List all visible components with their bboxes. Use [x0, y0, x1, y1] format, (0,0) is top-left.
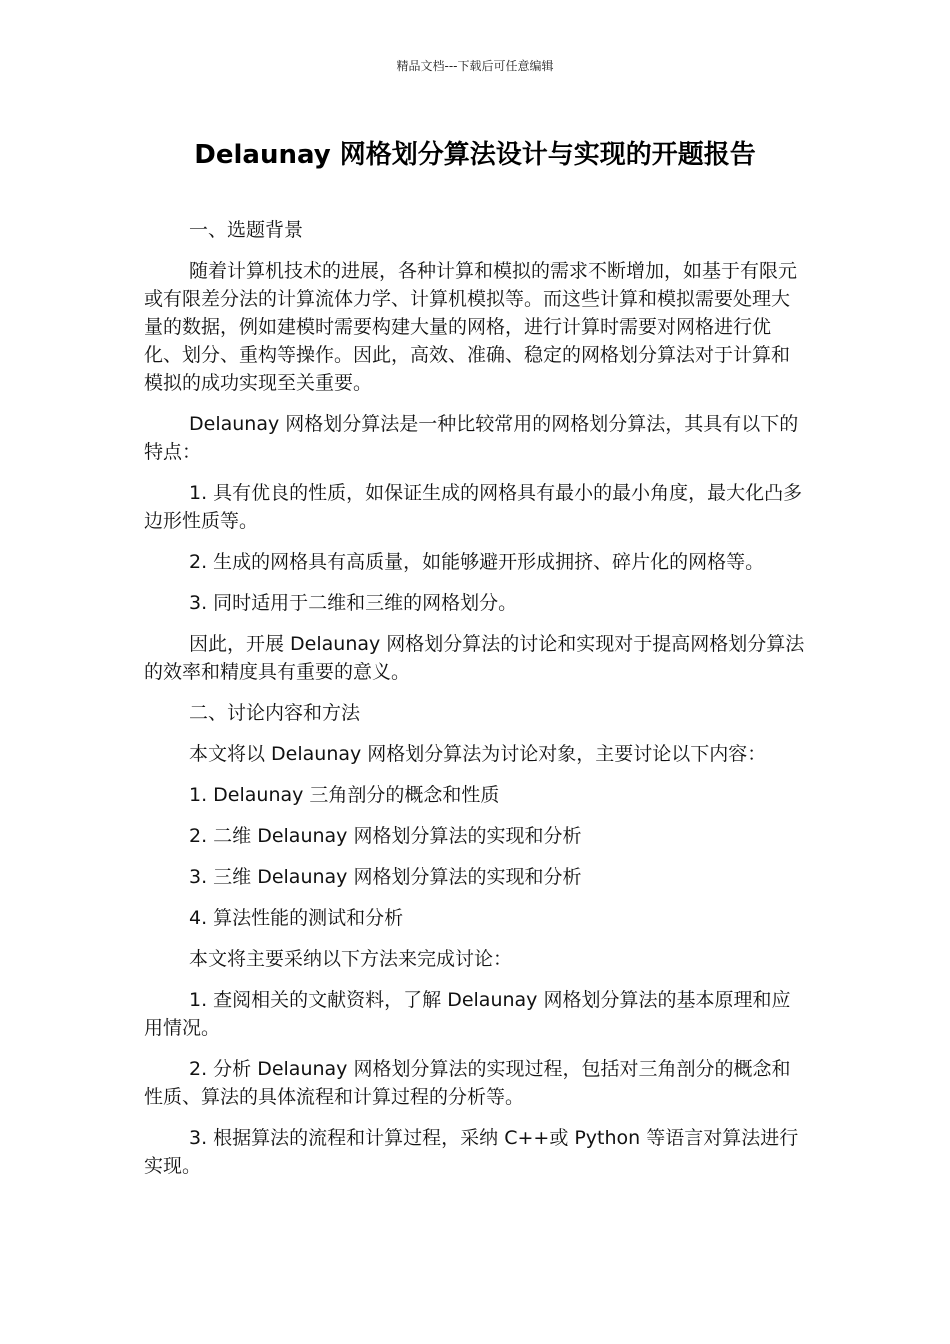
document-body	[144, 216, 808, 1193]
document-title: Delaunay 网格划分算法设计与实现的开题报告	[194, 140, 756, 170]
section-heading-methods: 二、讨论内容和方法	[189, 702, 361, 724]
list-item-content-1: 1. Delaunay 三角剖分的概念和性质	[189, 784, 500, 806]
paragraph-delaunay-intro: Delaunay 网格划分算法是一种比较常用的网格划分算法，其具有以下的特点：	[144, 413, 799, 463]
paragraph-background: 随着计算机技术的进展，各种计算和模拟的需求不断增加，如基于有限元或有限差分法的计算流体力学、计算机模拟等。而这些计算和模拟需要处理大量的数据，例如建模时需要构建大量的网格，进行计算时需要对网格进行优化、划分、重构等操作。因此，高效、准确、稳定的网格划分算法对于计算和模拟的成功实现至关重要。	[144, 260, 798, 394]
paragraph-content-intro: 本文将以 Delaunay 网格划分算法为讨论对象，主要讨论以下内容：	[189, 743, 767, 765]
list-item-method-2: 2. 分析 Delaunay 网格划分算法的实现过程，包括对三角剖分的概念和性质、算法的具体流程和计算过程的分析等。	[144, 1058, 791, 1108]
list-item-content-2: 2. 二维 Delaunay 网格划分算法的实现和分析	[189, 825, 582, 847]
list-item-method-3: 3. 根据算法的流程和计算过程，采纳 C++或 Python 等语言对算法进行实现。	[144, 1127, 799, 1177]
list-item-method-1: 1. 查阅相关的文献资料，了解 Delaunay 网格划分算法的基本原理和应用情况。	[144, 989, 791, 1039]
list-item-feature-3: 3. 同时适用于二维和三维的网格划分。	[189, 592, 518, 614]
section-heading-background: 一、选题背景	[189, 219, 304, 241]
list-item-feature-2: 2. 生成的网格具有高质量，如能够避开形成拥挤、碎片化的网格等。	[189, 551, 765, 573]
list-item-content-4: 4. 算法性能的测试和分析	[189, 907, 404, 929]
paragraph-methods-intro: 本文将主要采纳以下方法来完成讨论：	[189, 948, 513, 970]
list-item-feature-1: 1. 具有优良的性质，如保证生成的网格具有最小的最小角度，最大化凸多边形性质等。	[144, 482, 803, 532]
header-note: 精品文档---下载后可任意编辑	[396, 59, 554, 73]
list-item-content-3: 3. 三维 Delaunay 网格划分算法的实现和分析	[189, 866, 582, 888]
paragraph-significance: 因此，开展 Delaunay 网格划分算法的讨论和实现对于提高网格划分算法的效率和精度具有重要的意义。	[144, 633, 805, 683]
